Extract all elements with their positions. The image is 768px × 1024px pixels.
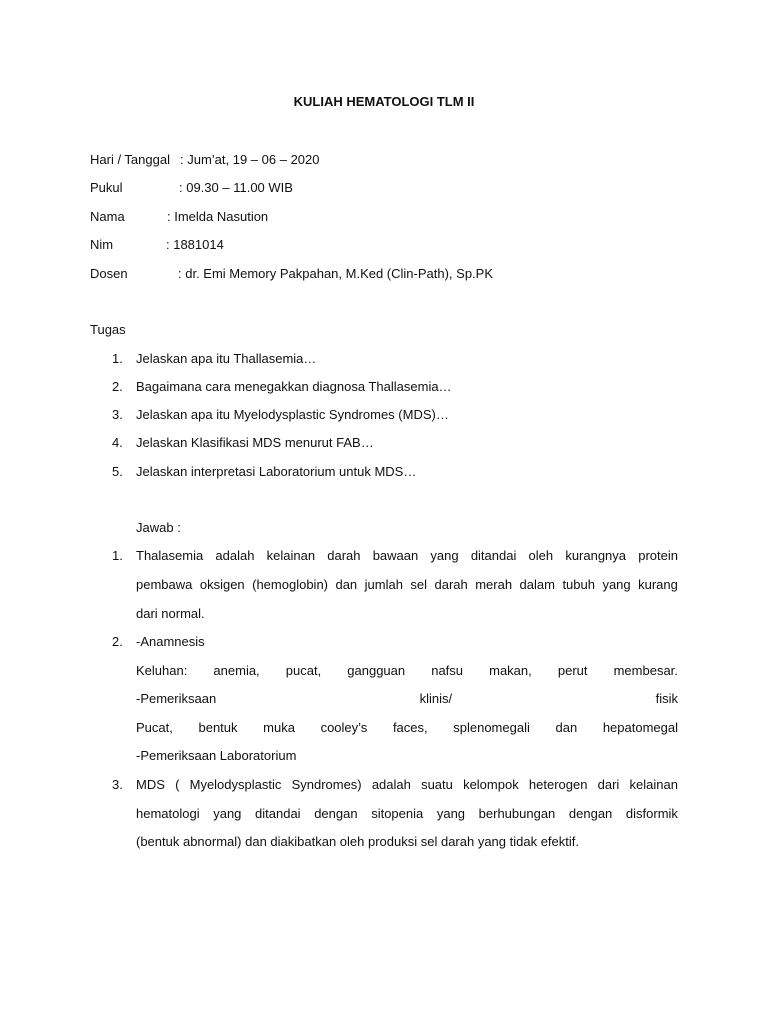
word: pembawa bbox=[136, 577, 193, 592]
word: sel bbox=[410, 577, 428, 592]
word: merah bbox=[475, 577, 513, 592]
word: kelompok bbox=[463, 777, 519, 792]
word: yang bbox=[436, 806, 466, 821]
dosen-label: Dosen bbox=[90, 266, 128, 281]
word: gangguan bbox=[347, 663, 406, 678]
tugas-item-number: 1. bbox=[112, 351, 123, 366]
word: klinis/ bbox=[419, 691, 453, 706]
word: cooley’s bbox=[320, 720, 368, 735]
pukul-label: Pukul bbox=[90, 180, 123, 195]
tugas-item-number: 5. bbox=[112, 464, 123, 479]
word: darah bbox=[327, 548, 361, 563]
word: pucat, bbox=[285, 663, 322, 678]
word: ( bbox=[175, 777, 180, 792]
word: oleh bbox=[528, 548, 554, 563]
answer-number: 3. bbox=[112, 777, 123, 792]
word: perut bbox=[557, 663, 588, 678]
word: -Pemeriksaan bbox=[136, 691, 217, 706]
jawab-heading: Jawab : bbox=[136, 520, 181, 535]
word: dan bbox=[335, 577, 358, 592]
word: dan bbox=[555, 720, 578, 735]
answer2-line4 bbox=[136, 719, 678, 737]
answer1-line1 bbox=[136, 547, 678, 565]
word: berhubungan bbox=[478, 806, 556, 821]
word: faces, bbox=[392, 720, 428, 735]
word: dengan bbox=[314, 806, 358, 821]
word: nafsu bbox=[431, 663, 464, 678]
hari-value: : Jum’at, 19 – 06 – 2020 bbox=[180, 152, 320, 167]
answer3-line3: (bentuk abnormal) dan diakibatkan oleh produksi sel darah yang tidak efektif. bbox=[136, 834, 579, 849]
word: Keluhan: bbox=[136, 663, 188, 678]
word: yang bbox=[602, 577, 631, 592]
answer2-line3 bbox=[136, 690, 678, 708]
word: muka bbox=[263, 720, 295, 735]
word: ditandai bbox=[470, 548, 517, 563]
word: fisik bbox=[655, 691, 678, 706]
tugas-heading: Tugas bbox=[90, 322, 126, 337]
word: makan, bbox=[489, 663, 532, 678]
word: splenomegali bbox=[453, 720, 530, 735]
word: kurang bbox=[638, 577, 678, 592]
nim-label: Nim bbox=[90, 237, 114, 252]
word: Thalasemia bbox=[136, 548, 204, 563]
word: ditandai bbox=[255, 806, 301, 821]
word: Myelodysplastic bbox=[189, 777, 282, 792]
pukul-value: : 09.30 – 11.00 WIB bbox=[179, 180, 293, 195]
dosen-value: : dr. Emi Memory Pakpahan, M.Ked (Clin-Path), Sp.PK bbox=[178, 266, 494, 281]
word: kurangnya bbox=[565, 548, 627, 563]
word: bentuk bbox=[198, 720, 238, 735]
word: yang bbox=[213, 806, 242, 821]
word: dengan bbox=[568, 806, 613, 821]
tugas-item-text: Jelaskan apa itu Thallasemia… bbox=[136, 351, 317, 366]
word: disformik bbox=[625, 806, 678, 821]
word: Syndromes) bbox=[291, 777, 362, 792]
word: tubuh bbox=[562, 577, 595, 592]
answer3-line1 bbox=[136, 776, 678, 794]
word: jumlah bbox=[364, 577, 403, 592]
tugas-item-text: Jelaskan Klasifikasi MDS menurut FAB… bbox=[136, 435, 374, 450]
tugas-item-text: Jelaskan apa itu Myelodysplastic Syndromes (MDS)… bbox=[136, 407, 449, 422]
answer-number: 1. bbox=[112, 548, 123, 563]
word: membesar. bbox=[613, 663, 678, 678]
answer2-line1: -Anamnesis bbox=[136, 634, 205, 649]
word: adalah bbox=[371, 777, 411, 792]
word: MDS bbox=[136, 777, 165, 792]
answer1-line3: dari normal. bbox=[136, 606, 205, 621]
tugas-item-number: 2. bbox=[112, 379, 123, 394]
word: sitopenia bbox=[371, 806, 424, 821]
word: hepatomegal bbox=[602, 720, 678, 735]
word: Pucat, bbox=[136, 720, 173, 735]
answer1-line2 bbox=[136, 576, 678, 594]
word: oksigen bbox=[199, 577, 245, 592]
document-title: KULIAH HEMATOLOGI TLM II bbox=[293, 94, 475, 109]
word: kelainan bbox=[629, 777, 678, 792]
word: bawaan bbox=[372, 548, 419, 563]
word: adalah bbox=[215, 548, 255, 563]
tugas-item-text: Jelaskan interpretasi Laboratorium untuk MDS… bbox=[136, 464, 417, 479]
answer2-line2 bbox=[136, 662, 678, 680]
word: darah bbox=[434, 577, 468, 592]
tugas-item-number: 4. bbox=[112, 435, 123, 450]
answer-number: 2. bbox=[112, 634, 123, 649]
nama-value: : Imelda Nasution bbox=[167, 209, 269, 224]
word: dari bbox=[597, 777, 620, 792]
word: heterogen bbox=[528, 777, 588, 792]
nim-value: : 1881014 bbox=[166, 237, 224, 252]
nama-label: Nama bbox=[90, 209, 125, 224]
word: hematologi bbox=[136, 806, 200, 821]
word: (hemoglobin) bbox=[252, 577, 328, 592]
hari-label: Hari / Tanggal bbox=[90, 152, 170, 167]
word: suatu bbox=[421, 777, 453, 792]
answer2-line5: -Pemeriksaan Laboratorium bbox=[136, 748, 297, 763]
word: anemia, bbox=[213, 663, 260, 678]
word: protein bbox=[638, 548, 678, 563]
tugas-item-number: 3. bbox=[112, 407, 123, 422]
answer3-line2 bbox=[136, 805, 678, 823]
tugas-item-text: Bagaimana cara menegakkan diagnosa Thallasemia… bbox=[136, 379, 452, 394]
word: kelainan bbox=[266, 548, 316, 563]
word: dalam bbox=[519, 577, 555, 592]
word: yang bbox=[430, 548, 459, 563]
